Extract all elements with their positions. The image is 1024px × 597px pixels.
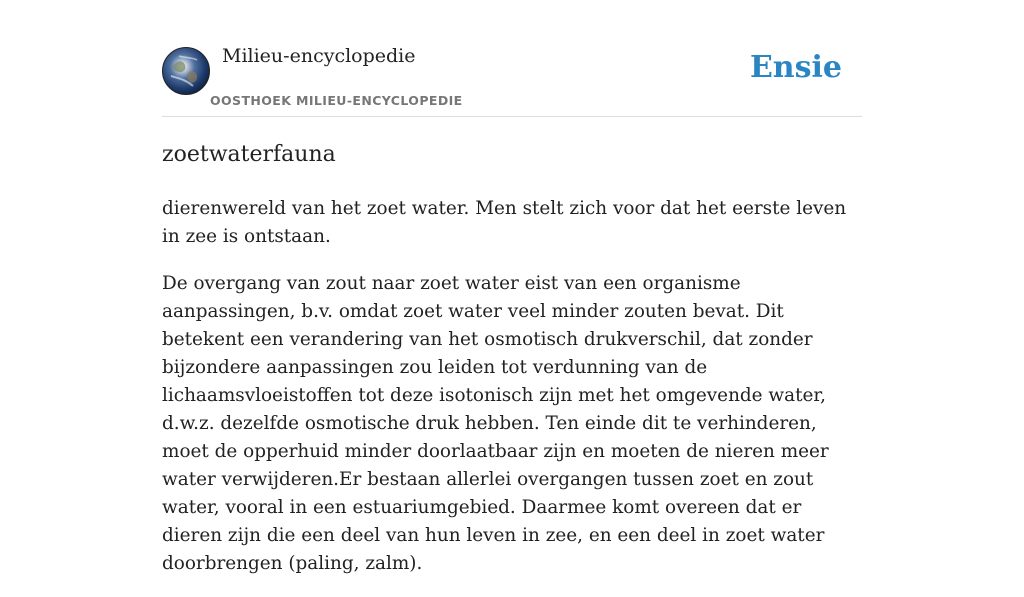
site-subtitle: OOSTHOEK MILIEU-ENCYCLOPEDIE [210, 93, 463, 108]
earth-globe-icon[interactable] [162, 47, 210, 95]
article-paragraph: De overgang van zout naar zoet water eist van een organisme aanpassingen, b.v. omdat zoet water veel minder zouten bevat. Dit betekent een verandering van het osmotisch drukverschil, dat zonder bijzondere aanpassingen zou leiden tot verdunning van de lichaamsvloeistoffen tot deze isotonisch zijn met het omgevende water, d.w.z. dezelfde osmotische druk hebben. Ten einde dit te verhinderen, moet de opperhuid minder doorlaatbaar zijn en moeten de nieren meer water verwijderen.Er bestaan allerlei overgangen tussen zoet en zout water, vooral in een estuariumgebied. Daarmee komt overeen dat er dieren zijn die een deel van hun leven in zee, en een deel in zoet water doorbrengen (paling, zalm). [162, 273, 829, 574]
site-name[interactable]: Milieu-encyclopedie [222, 45, 416, 67]
ensie-brand-link[interactable]: Ensie [749, 50, 842, 85]
article [162, 139, 866, 597]
article-title: zoetwaterfauna [162, 142, 336, 167]
site-header [162, 0, 862, 117]
article-paragraph: dierenwereld van het zoet water. Men stelt zich voor dat het eerste leven in zee is ontstaan. [162, 198, 847, 247]
